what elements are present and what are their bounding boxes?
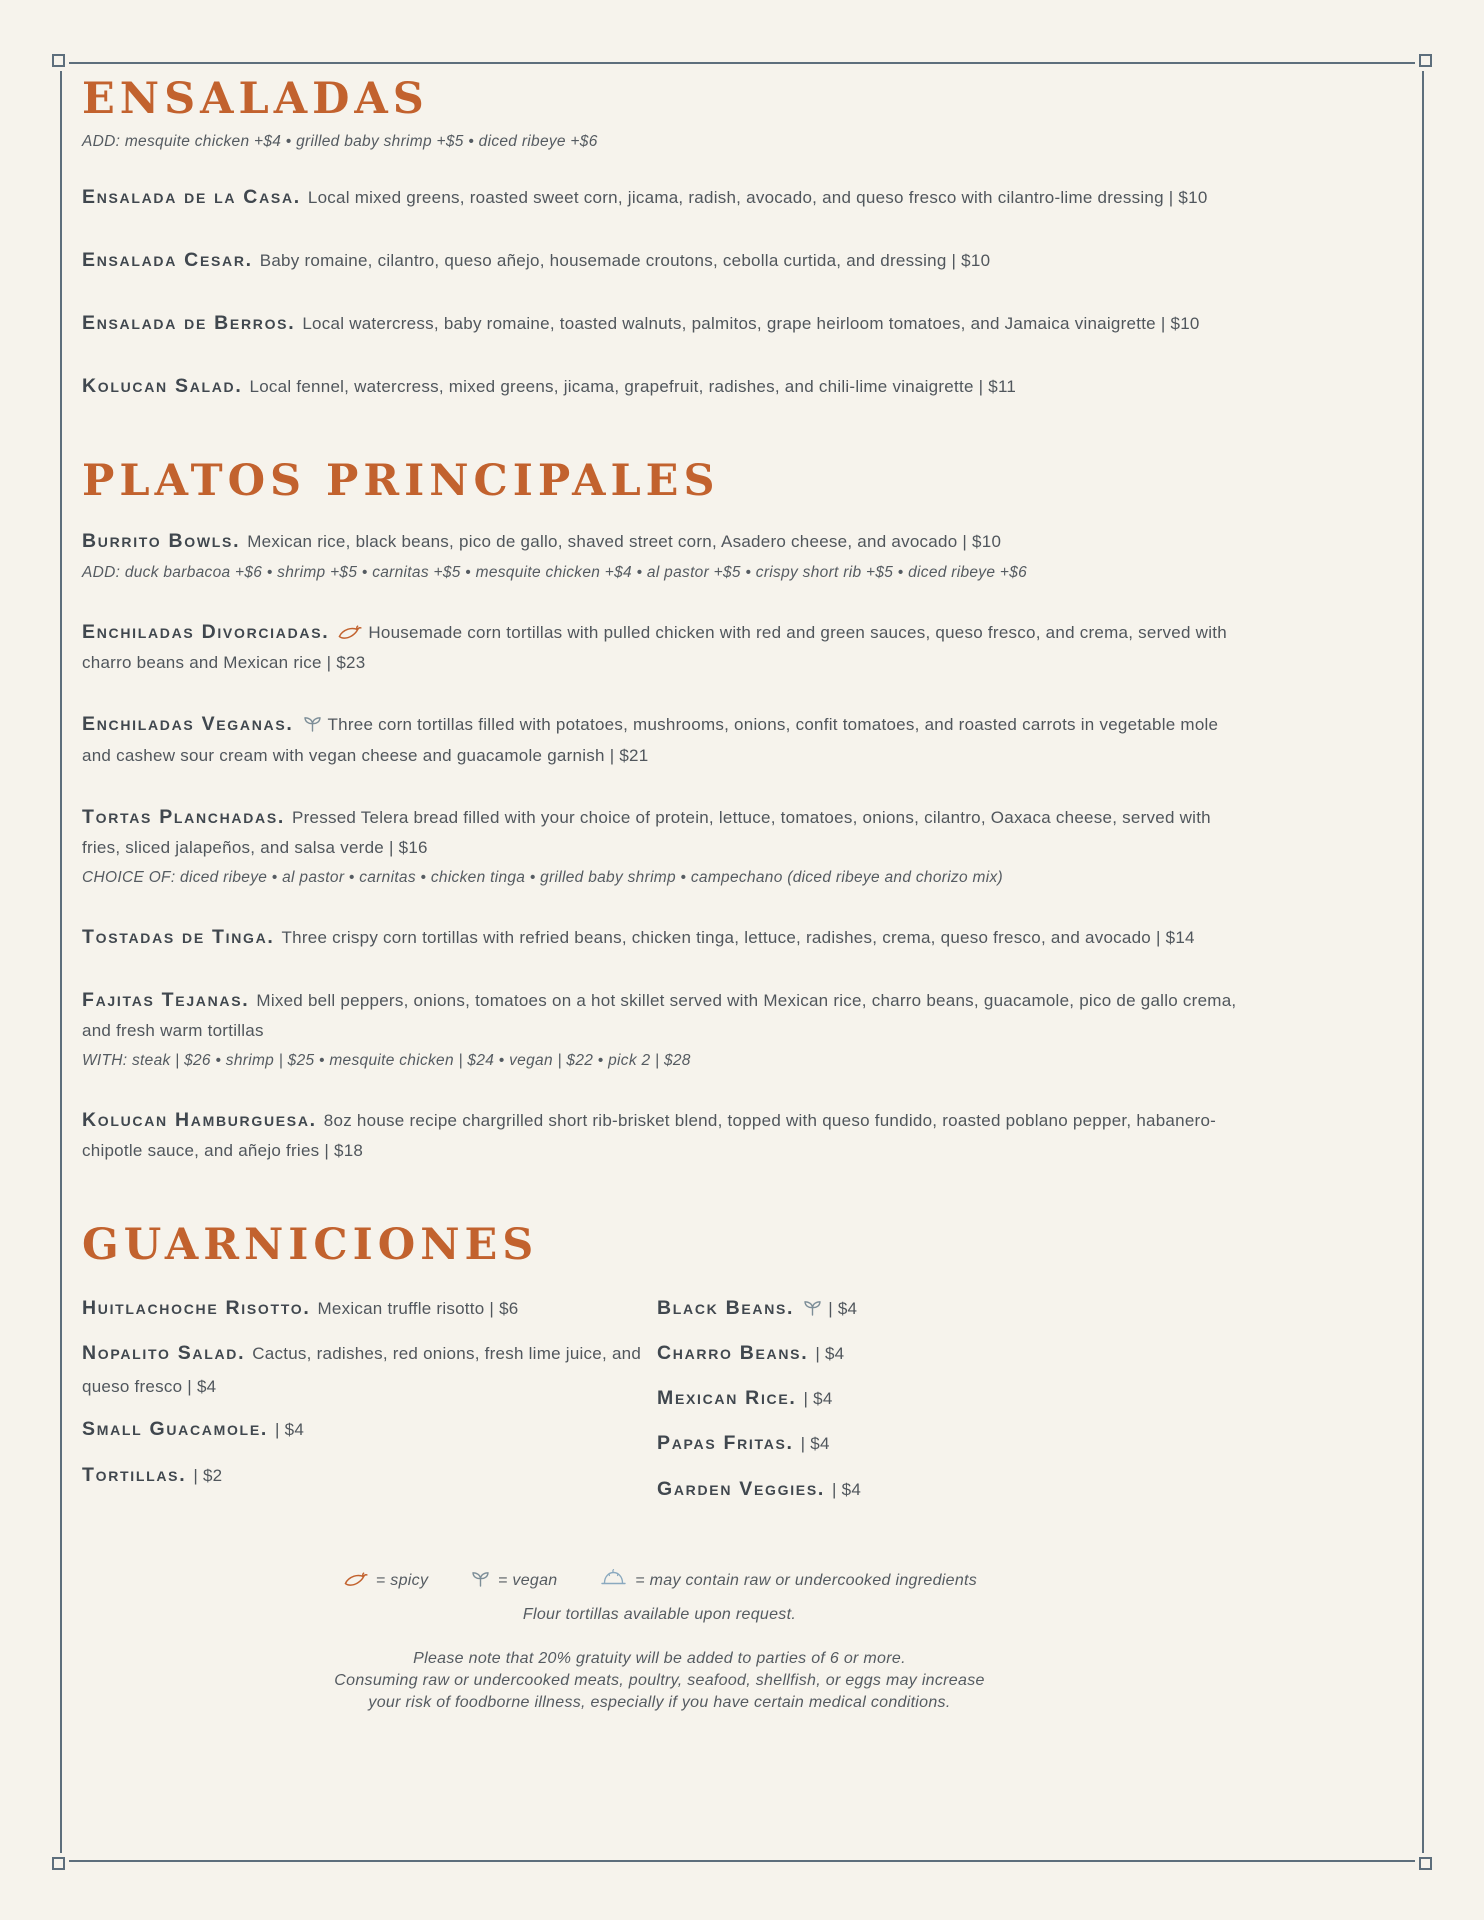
side-item-garden-veggies bbox=[657, 1471, 1237, 1507]
item-name: Charro Beans. bbox=[657, 1342, 809, 1365]
item-name: Kolucan Salad. bbox=[82, 375, 243, 398]
item-name: Tostadas de Tinga. bbox=[82, 925, 275, 948]
disclaimer-line-1: Consuming raw or undercooked meats, poultry, seafood, shellfish, or eggs may increase bbox=[334, 1671, 985, 1689]
menu-content bbox=[82, 74, 1237, 1712]
menu-item-tostadas-de-tinga bbox=[82, 921, 1237, 954]
fajitas-tejanas-with-note: WITH: steak | $26 • shrimp | $25 • mesquite chicken | $24 • vegan | $22 • pick 2 | $28 bbox=[82, 1052, 691, 1070]
item-description: Three crispy corn tortillas with refried beans, chicken tinga, lettuce, radishes, crema, queso fresco, and avocado | $14 bbox=[281, 927, 1195, 947]
frame-corner-ornament bbox=[1419, 1857, 1432, 1870]
item-description: Mixed bell peppers, onions, tomatoes on a hot skillet served with Mexican rice, charro beans, guacamole, pico de gallo crema, and fresh warm tortillas bbox=[82, 991, 1237, 1041]
item-description: Local fennel, watercress, mixed greens, jicama, grapefruit, radishes, and chili-lime vinaigrette | $11 bbox=[249, 377, 1017, 397]
item-description: Local watercress, baby romaine, toasted walnuts, palmitos, grape heirloom tomatoes, and Jamaica vinaigrette | $10 bbox=[302, 314, 1200, 334]
item-name: Mexican Rice. bbox=[657, 1387, 797, 1410]
legend-spicy bbox=[342, 1572, 428, 1589]
item-name: Fajitas Tejanas. bbox=[82, 989, 250, 1012]
item-description: Baby romaine, cilantro, queso añejo, housemade croutons, cebolla curtida, and dressing | $10 bbox=[259, 251, 991, 271]
item-name: Garden Veggies. bbox=[657, 1477, 825, 1500]
spicy-icon bbox=[344, 1572, 368, 1592]
menu-item-burrito-bowls bbox=[82, 525, 1237, 558]
raw-icon bbox=[600, 1569, 627, 1592]
item-description: | $4 bbox=[815, 1344, 845, 1364]
item-name: Black Beans. bbox=[657, 1296, 795, 1319]
item-name: Tortas Planchadas. bbox=[82, 806, 285, 829]
legend-vegan-label: = vegan bbox=[498, 1571, 558, 1589]
legend-spicy-label: = spicy bbox=[375, 1571, 429, 1589]
section-title-guarniciones: GUARNICIONES bbox=[82, 1219, 539, 1270]
flour-tortillas-note: Flour tortillas available upon request. bbox=[522, 1605, 797, 1623]
side-item-nopalito-salad bbox=[82, 1335, 657, 1403]
item-description: Pressed Telera bread filled with your choice of protein, lettuce, tomatoes, onions, cilantro, Oaxaca cheese, served with fries, sliced jalapeños, and salsa verde | $16 bbox=[82, 808, 1211, 858]
menu-item-enchiladas-divorciadas bbox=[82, 616, 1237, 679]
frame-corner-ornament bbox=[52, 54, 65, 67]
legend-raw-label: = may contain raw or undercooked ingredients bbox=[635, 1571, 978, 1589]
vegan-icon bbox=[471, 1571, 490, 1592]
item-description: Three corn tortillas filled with potatoes, mushrooms, onions, confit tomatoes, and roasted carrots in vegetable mole and cashew sour cream with vegan cheese and guacamole garnish | $21 bbox=[82, 715, 1219, 766]
item-description: Housemade corn tortillas with pulled chicken with red and green sauces, queso fresco, and crema, served with charro beans and Mexican rice | $23 bbox=[82, 622, 1227, 673]
legend-vegan bbox=[469, 1572, 557, 1589]
item-description: Cactus, radishes, red onions, fresh lime juice, and queso fresco | $4 bbox=[82, 1343, 642, 1397]
item-name: Ensalada de Berros. bbox=[82, 312, 296, 335]
frame-corner-ornament bbox=[1419, 54, 1432, 67]
side-item-black-beans bbox=[657, 1290, 1237, 1326]
menu-item-ensalada-de-la-casa bbox=[82, 181, 1237, 214]
side-item-papas-fritas bbox=[657, 1425, 1237, 1461]
item-description: Mexican rice, black beans, pico de gallo, shaved street corn, Asadero cheese, and avocado | $10 bbox=[247, 531, 1002, 551]
legend bbox=[82, 1569, 1237, 1592]
tortas-planchadas-choice-note: CHOICE OF: diced ribeye • al pastor • carnitas • chicken tinga • grilled baby shrimp • campechano (diced ribeye and chorizo mix) bbox=[82, 869, 1003, 887]
item-name: Nopalito Salad. bbox=[82, 1341, 246, 1364]
menu-item-ensalada-de-berros bbox=[82, 307, 1237, 340]
vegan-icon bbox=[803, 1295, 822, 1326]
ensaladas-add-note: ADD: mesquite chicken +$4 • grilled baby shrimp +$5 • diced ribeye +$6 bbox=[82, 133, 598, 150]
item-name: Ensalada de la Casa. bbox=[82, 186, 301, 208]
item-description: Mexican truffle risotto | $6 bbox=[317, 1298, 519, 1318]
item-name: Small Guacamole. bbox=[82, 1418, 268, 1441]
menu-item-kolucan-hamburguesa bbox=[82, 1104, 1237, 1166]
menu-item-tortas-planchadas bbox=[82, 801, 1237, 863]
item-name: Ensalada Cesar. bbox=[82, 249, 253, 272]
item-name: Kolucan Hamburguesa. bbox=[82, 1108, 317, 1131]
item-description: | $4 bbox=[831, 1479, 862, 1499]
guarniciones-left-column bbox=[82, 1281, 657, 1507]
legend-raw bbox=[598, 1572, 977, 1589]
spicy-icon bbox=[338, 621, 362, 650]
menu-item-ensalada-cesar bbox=[82, 244, 1237, 277]
side-item-tortillas bbox=[82, 1457, 657, 1493]
burrito-bowls-add-note: ADD: duck barbacoa +$6 • shrimp +$5 • carnitas +$5 • mesquite chicken +$4 • al pastor +$5 • crispy short rib +$5 • diced ribeye +$6 bbox=[82, 563, 1028, 581]
menu-item-kolucan-salad bbox=[82, 370, 1237, 403]
item-name: Enchiladas Veganas. bbox=[82, 713, 294, 736]
section-title-platos-principales: PLATOS PRINCIPALES bbox=[82, 455, 720, 506]
gratuity-note: Please note that 20% gratuity will be added to parties of 6 or more. bbox=[413, 1649, 906, 1667]
item-name: Tortillas. bbox=[82, 1463, 187, 1486]
item-description: Local mixed greens, roasted sweet corn, jicama, radish, avocado, and queso fresco with cilantro-lime dressing | $10 bbox=[307, 188, 1208, 207]
item-name: Papas Fritas. bbox=[657, 1432, 794, 1455]
item-name: Burrito Bowls. bbox=[82, 529, 241, 552]
item-description: 8oz house recipe chargrilled short rib-brisket blend, topped with queso fundido, roasted poblano pepper, habanero-chipotle sauce, and añejo fries | $18 bbox=[82, 1110, 1217, 1160]
item-name: Enchiladas Divorciadas. bbox=[82, 620, 330, 643]
frame-corner-ornament bbox=[52, 1857, 65, 1870]
side-item-mexican-rice bbox=[657, 1380, 1237, 1416]
item-description: | $4 bbox=[828, 1298, 858, 1318]
section-title-ensaladas: ENSALADAS bbox=[82, 74, 429, 124]
item-description: | $4 bbox=[803, 1389, 833, 1409]
guarniciones-columns bbox=[82, 1281, 1237, 1507]
side-item-small-guacamole bbox=[82, 1411, 657, 1447]
guarniciones-right-column bbox=[657, 1281, 1237, 1507]
vegan-icon bbox=[303, 713, 322, 742]
menu-item-fajitas-tejanas bbox=[82, 984, 1237, 1046]
item-description: | $4 bbox=[800, 1434, 830, 1454]
item-description: | $2 bbox=[193, 1465, 223, 1485]
menu-item-enchiladas-veganas bbox=[82, 708, 1237, 771]
item-name: Huitlachoche Risotto. bbox=[82, 1296, 311, 1319]
item-description: | $4 bbox=[274, 1420, 305, 1440]
disclaimer-line-2: your risk of foodborne illness, especially if you have certain medical conditions. bbox=[368, 1693, 951, 1711]
side-item-charro-beans bbox=[657, 1335, 1237, 1371]
side-item-huitlachoche-risotto bbox=[82, 1290, 657, 1326]
menu-footer bbox=[82, 1569, 1237, 1712]
